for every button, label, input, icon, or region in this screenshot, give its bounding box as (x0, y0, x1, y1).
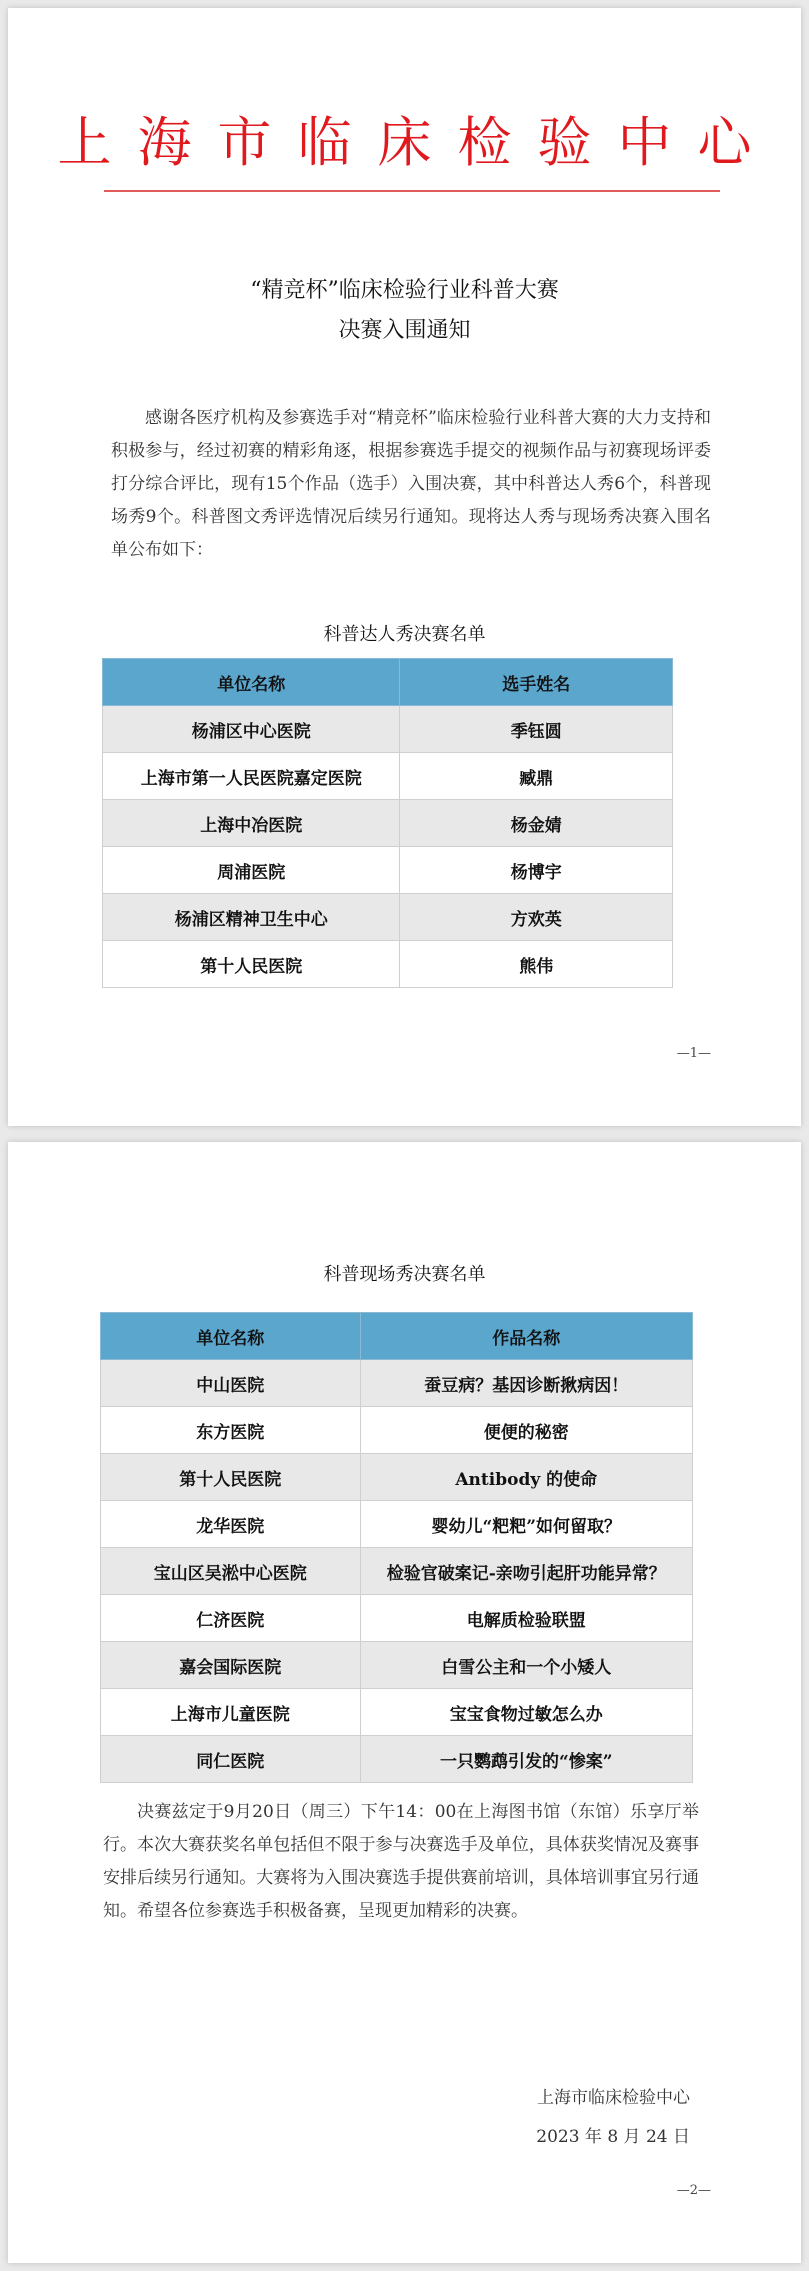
table-cell: 上海市第一人民医院嘉定医院 (103, 753, 400, 800)
table-header-row (101, 1313, 693, 1360)
table-cell: 蚕豆病？基因诊断揪病因！ (360, 1360, 693, 1407)
table-cell: 宝宝食物过敏怎么办 (360, 1689, 693, 1736)
table-row (101, 1736, 693, 1783)
table-row (101, 1689, 693, 1736)
table-cell: 东方医院 (101, 1407, 361, 1454)
table-row (101, 1360, 693, 1407)
table-cell: 龙华医院 (101, 1501, 361, 1548)
table-header-cell: 作品名称 (360, 1313, 693, 1360)
live-show-finalist-table (100, 1312, 693, 1783)
page-number: —1— (676, 1046, 711, 1061)
table-cell: 杨浦区精神卫生中心 (103, 894, 400, 941)
table-row (103, 706, 673, 753)
table-cell: 嘉会国际医院 (101, 1642, 361, 1689)
signature-org: 上海市临床检验中心 (537, 2088, 690, 2108)
table-row (103, 753, 673, 800)
table-cell: 同仁医院 (101, 1736, 361, 1783)
table-row (103, 941, 673, 988)
table-cell: 杨博宇 (400, 847, 673, 894)
document-title-line2: 决赛入围通知 (338, 318, 471, 343)
table-cell: 上海中冶医院 (103, 800, 400, 847)
table-cell: 熊伟 (400, 941, 673, 988)
table-cell: 第十人民医院 (101, 1454, 361, 1501)
table-cell: 一只鹦鹉引发的“惨案” (360, 1736, 693, 1783)
table-header-cell: 单位名称 (103, 659, 400, 706)
table-row (101, 1407, 693, 1454)
header-divider (104, 190, 720, 192)
table-cell: 便便的秘密 (360, 1407, 693, 1454)
document-page-1 (8, 8, 801, 1126)
table-row (101, 1454, 693, 1501)
table-cell: 检验官破案记-亲吻引起肝功能异常？ (360, 1548, 693, 1595)
table1-title: 科普达人秀决赛名单 (323, 624, 486, 645)
table-row (103, 894, 673, 941)
org-header-title: 上海市临床检验中心 (57, 111, 778, 174)
talent-show-finalist-table (102, 658, 673, 988)
page-number: —2— (676, 2183, 711, 2198)
table-header-row (103, 659, 673, 706)
table-cell: 白雪公主和一个小矮人 (360, 1642, 693, 1689)
table-cell: 方欢英 (400, 894, 673, 941)
table-row (101, 1595, 693, 1642)
document-title-line1: “精竞杯”临床检验行业科普大赛 (250, 278, 559, 303)
table-cell: 中山医院 (101, 1360, 361, 1407)
table-row (103, 800, 673, 847)
table-row (103, 847, 673, 894)
table-cell: 宝山区吴淞中心医院 (101, 1548, 361, 1595)
table-cell: 杨金婧 (400, 800, 673, 847)
table-cell: 电解质检验联盟 (360, 1595, 693, 1642)
table2-title: 科普现场秀决赛名单 (323, 1264, 486, 1285)
table-cell: 仁济医院 (101, 1595, 361, 1642)
table-cell: Antibody 的使命 (360, 1454, 693, 1501)
table-row (101, 1548, 693, 1595)
table-cell: 婴幼儿“粑粑”如何留取？ (360, 1501, 693, 1548)
signature-date: 2023 年 8 月 24 日 (536, 2127, 690, 2147)
intro-paragraph: 感谢各医疗机构及参赛选手对“精竞杯”临床检验行业科普大赛的大力支持和积极参与，经过初赛的精彩角逐，根据参赛选手提交的视频作品与初赛现场评委打分综合评比，现有15个作品（选手）入围决赛，其中科普达人秀6个，科普现场秀9个。科普图文秀评选情况后续另行通知。现将达人秀与现场秀决赛入围名单公布如下： (111, 408, 711, 560)
table-cell: 杨浦区中心医院 (103, 706, 400, 753)
table-row (101, 1501, 693, 1548)
table-cell: 上海市儿童医院 (101, 1689, 361, 1736)
closing-paragraph: 决赛兹定于9月20日（周三）下午14：00在上海图书馆（东馆）乐享厅举行。本次大赛获奖名单包括但不限于参与决赛选手及单位，具体获奖情况及赛事安排后续另行通知。大赛将为入围决赛选手提供赛前培训，具体培训事宜另行通知。希望各位参赛选手积极备赛，呈现更加精彩的决赛。 (103, 1802, 699, 1921)
table-cell: 季钰圆 (400, 706, 673, 753)
table-cell: 周浦医院 (103, 847, 400, 894)
table-cell: 臧鼎 (400, 753, 673, 800)
table-header-cell: 单位名称 (101, 1313, 361, 1360)
table-row (101, 1642, 693, 1689)
table-cell: 第十人民医院 (103, 941, 400, 988)
table-header-cell: 选手姓名 (400, 659, 673, 706)
